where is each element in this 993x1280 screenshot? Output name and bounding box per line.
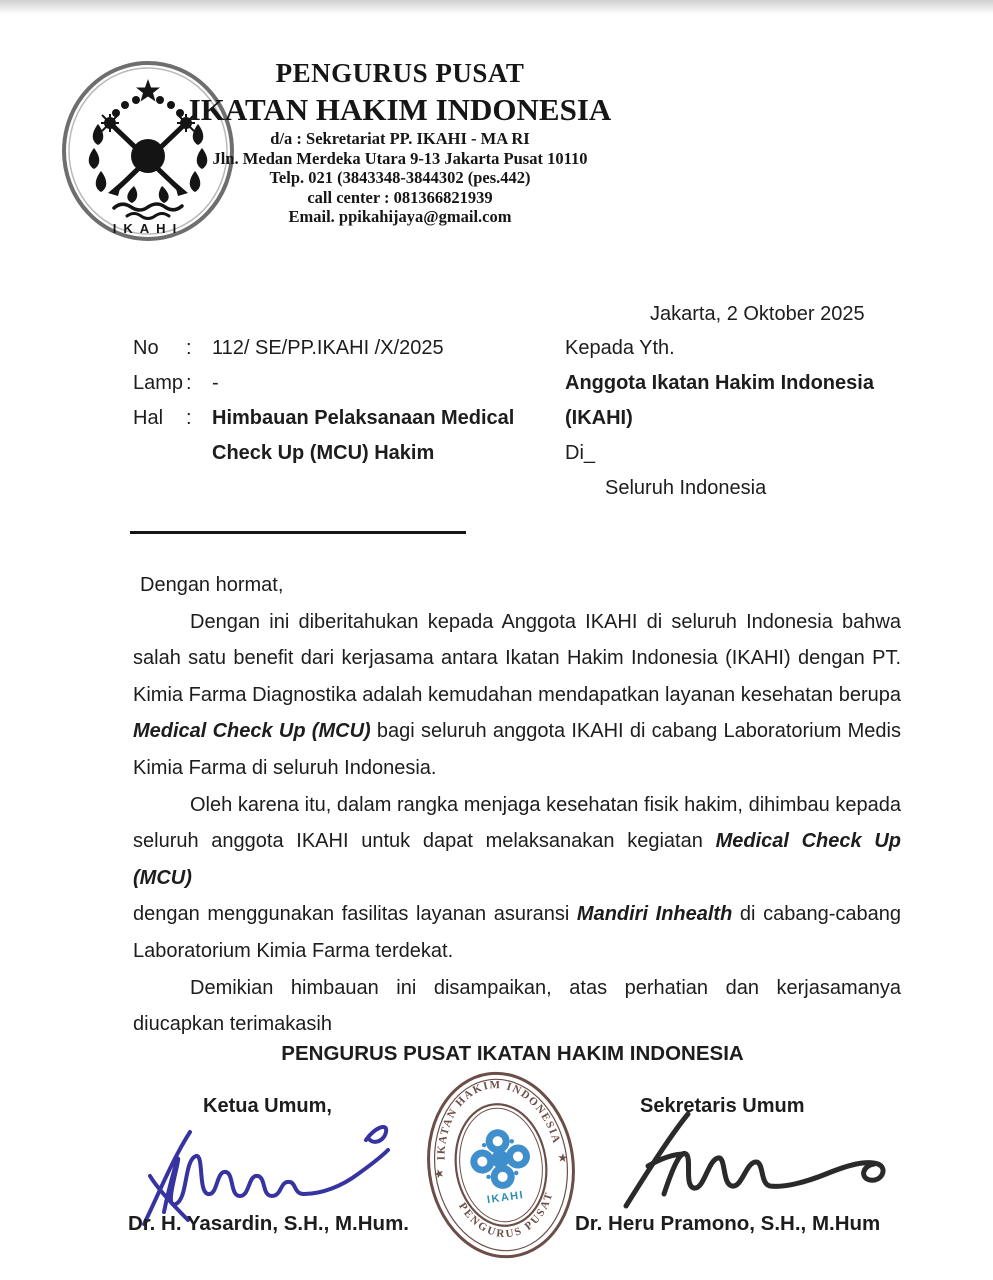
letter-date: Jakarta, 2 Oktober 2025 (650, 303, 865, 325)
org-name-line1: PENGURUS PUSAT (275, 58, 525, 88)
lamp-value: - (212, 372, 219, 394)
salutation-line-1: Dengan hormat, (140, 574, 284, 596)
paragraph-1-line-3: Kimia Farma Diagnostika adalah kemudahan mendapatkan layanan kesehatan berupa (133, 683, 901, 706)
address-line5: Email. ppikahijaya@gmail.com (288, 207, 512, 226)
paragraph-2-line-2: seluruh anggota IKAHI untuk dapat melaksanakan kegiatan Medical Check Up (MCU) (133, 830, 902, 889)
hal-label: Hal (133, 407, 164, 429)
stamp-star-left-icon: ★ (431, 1165, 447, 1183)
closing-org-title: PENGURUS PUSAT IKATAN HAKIM INDONESIA (281, 1042, 744, 1065)
signer-name-right: Dr. Heru Pramono, S.H., M.Hum (575, 1212, 881, 1235)
stamp-top-text: IKATAN HAKIM INDONESIA (435, 1079, 563, 1161)
hal-value-line1: Himbauan Pelaksanaan Medical (212, 407, 515, 429)
hal-colon: : (186, 407, 192, 429)
paragraph-1-line-5: Kimia Farma di seluruh Indonesia. (133, 756, 437, 779)
recipient-line5: Seluruh Indonesia (605, 477, 767, 499)
emphasized-text: Medical Check Up (MCU) (133, 830, 902, 889)
paragraph-2-line-3: dengan menggunakan fasilitas layanan asuransi Mandiri Inhealth di cabang-cabang (133, 903, 901, 926)
recipient-line1: Kepada Yth. (565, 337, 675, 359)
recipient-line2: Anggota Ikatan Hakim Indonesia (565, 372, 874, 394)
ikahi-stamp (421, 1064, 581, 1266)
recipient-line4: Di_ (565, 442, 596, 464)
letterhead (172, 56, 628, 227)
lamp-label: Lamp (133, 372, 184, 394)
letter-meta (133, 337, 514, 477)
role-ketua-umum: Ketua Umum, (203, 1095, 332, 1117)
recipient-line3: (IKAHI) (565, 407, 633, 429)
address-line1: d/a : Sekretariat PP. IKAHI - MA RI (270, 129, 530, 148)
hal-value-line2: Check Up (MCU) Hakim (212, 442, 435, 464)
no-colon: : (186, 337, 192, 359)
letter-body (133, 567, 901, 1043)
no-label: No (133, 337, 159, 359)
emphasized-text: Mandiri Inhealth (576, 903, 733, 926)
recipient-block (565, 337, 874, 512)
meta-row-hal (133, 407, 514, 442)
paragraph-1-line-4: Medical Check Up (MCU) bagi seluruh anggota IKAHI di cabang Laboratorium Medis (133, 720, 901, 743)
center-disc (131, 139, 165, 173)
paragraph-3-line-2: diucapkan terimakasih (133, 1013, 332, 1036)
address-line2: Jln. Medan Merdeka Utara 9-13 Jakarta Pusat 10110 (212, 148, 588, 168)
emphasized-text: Medical Check Up (MCU) (133, 720, 371, 743)
paragraph-1-line-2: salah satu benefit dari kerjasama antara Ikatan Hakim Indonesia (IKAHI) dengan PT. (133, 647, 901, 670)
signer-name-left: Dr. H. Yasardin, S.H., M.Hum. (128, 1212, 410, 1235)
stamp-bottom-text: PENGURUS PUSAT (456, 1189, 556, 1241)
lamp-colon: : (186, 372, 192, 394)
logo-ikahi-text: IKAHI (112, 221, 184, 236)
photo-top-edge (0, 0, 993, 14)
meta-row-lamp (133, 372, 514, 407)
stamp-emblem (466, 1125, 534, 1193)
no-value: 112/ SE/PP.IKAHI /X/2025 (212, 337, 444, 359)
paragraph-2-line-1: Oleh karena itu, dalam rangka menjaga kesehatan fisik hakim, dihimbau kepada (190, 793, 901, 816)
signature-right-ink (608, 1106, 900, 1210)
org-name-line2: IKATAN HAKIM INDONESIA (188, 92, 612, 127)
divider-line (130, 531, 466, 534)
paragraph-2-line-4: Laboratorium Kimia Farma terdekat. (133, 939, 454, 962)
meta-row-no (133, 337, 514, 372)
role-sekretaris-umum: Sekretaris Umum (640, 1095, 805, 1117)
address-line4: call center : 081366821939 (307, 187, 493, 207)
stamp-star-right-icon: ★ (556, 1150, 569, 1166)
address-line3: Telp. 021 (3843348-3844302 (pes.442) (269, 168, 531, 187)
stamp-center-text: IKAHI (486, 1189, 525, 1207)
paragraph-3-line-1: Demikian himbauan ini disampaikan, atas perhatian dan kerjasamanya (190, 976, 901, 999)
paragraph-1-line-1: Dengan ini diberitahukan kepada Anggota IKAHI di seluruh Indonesia bahwa (190, 610, 901, 633)
